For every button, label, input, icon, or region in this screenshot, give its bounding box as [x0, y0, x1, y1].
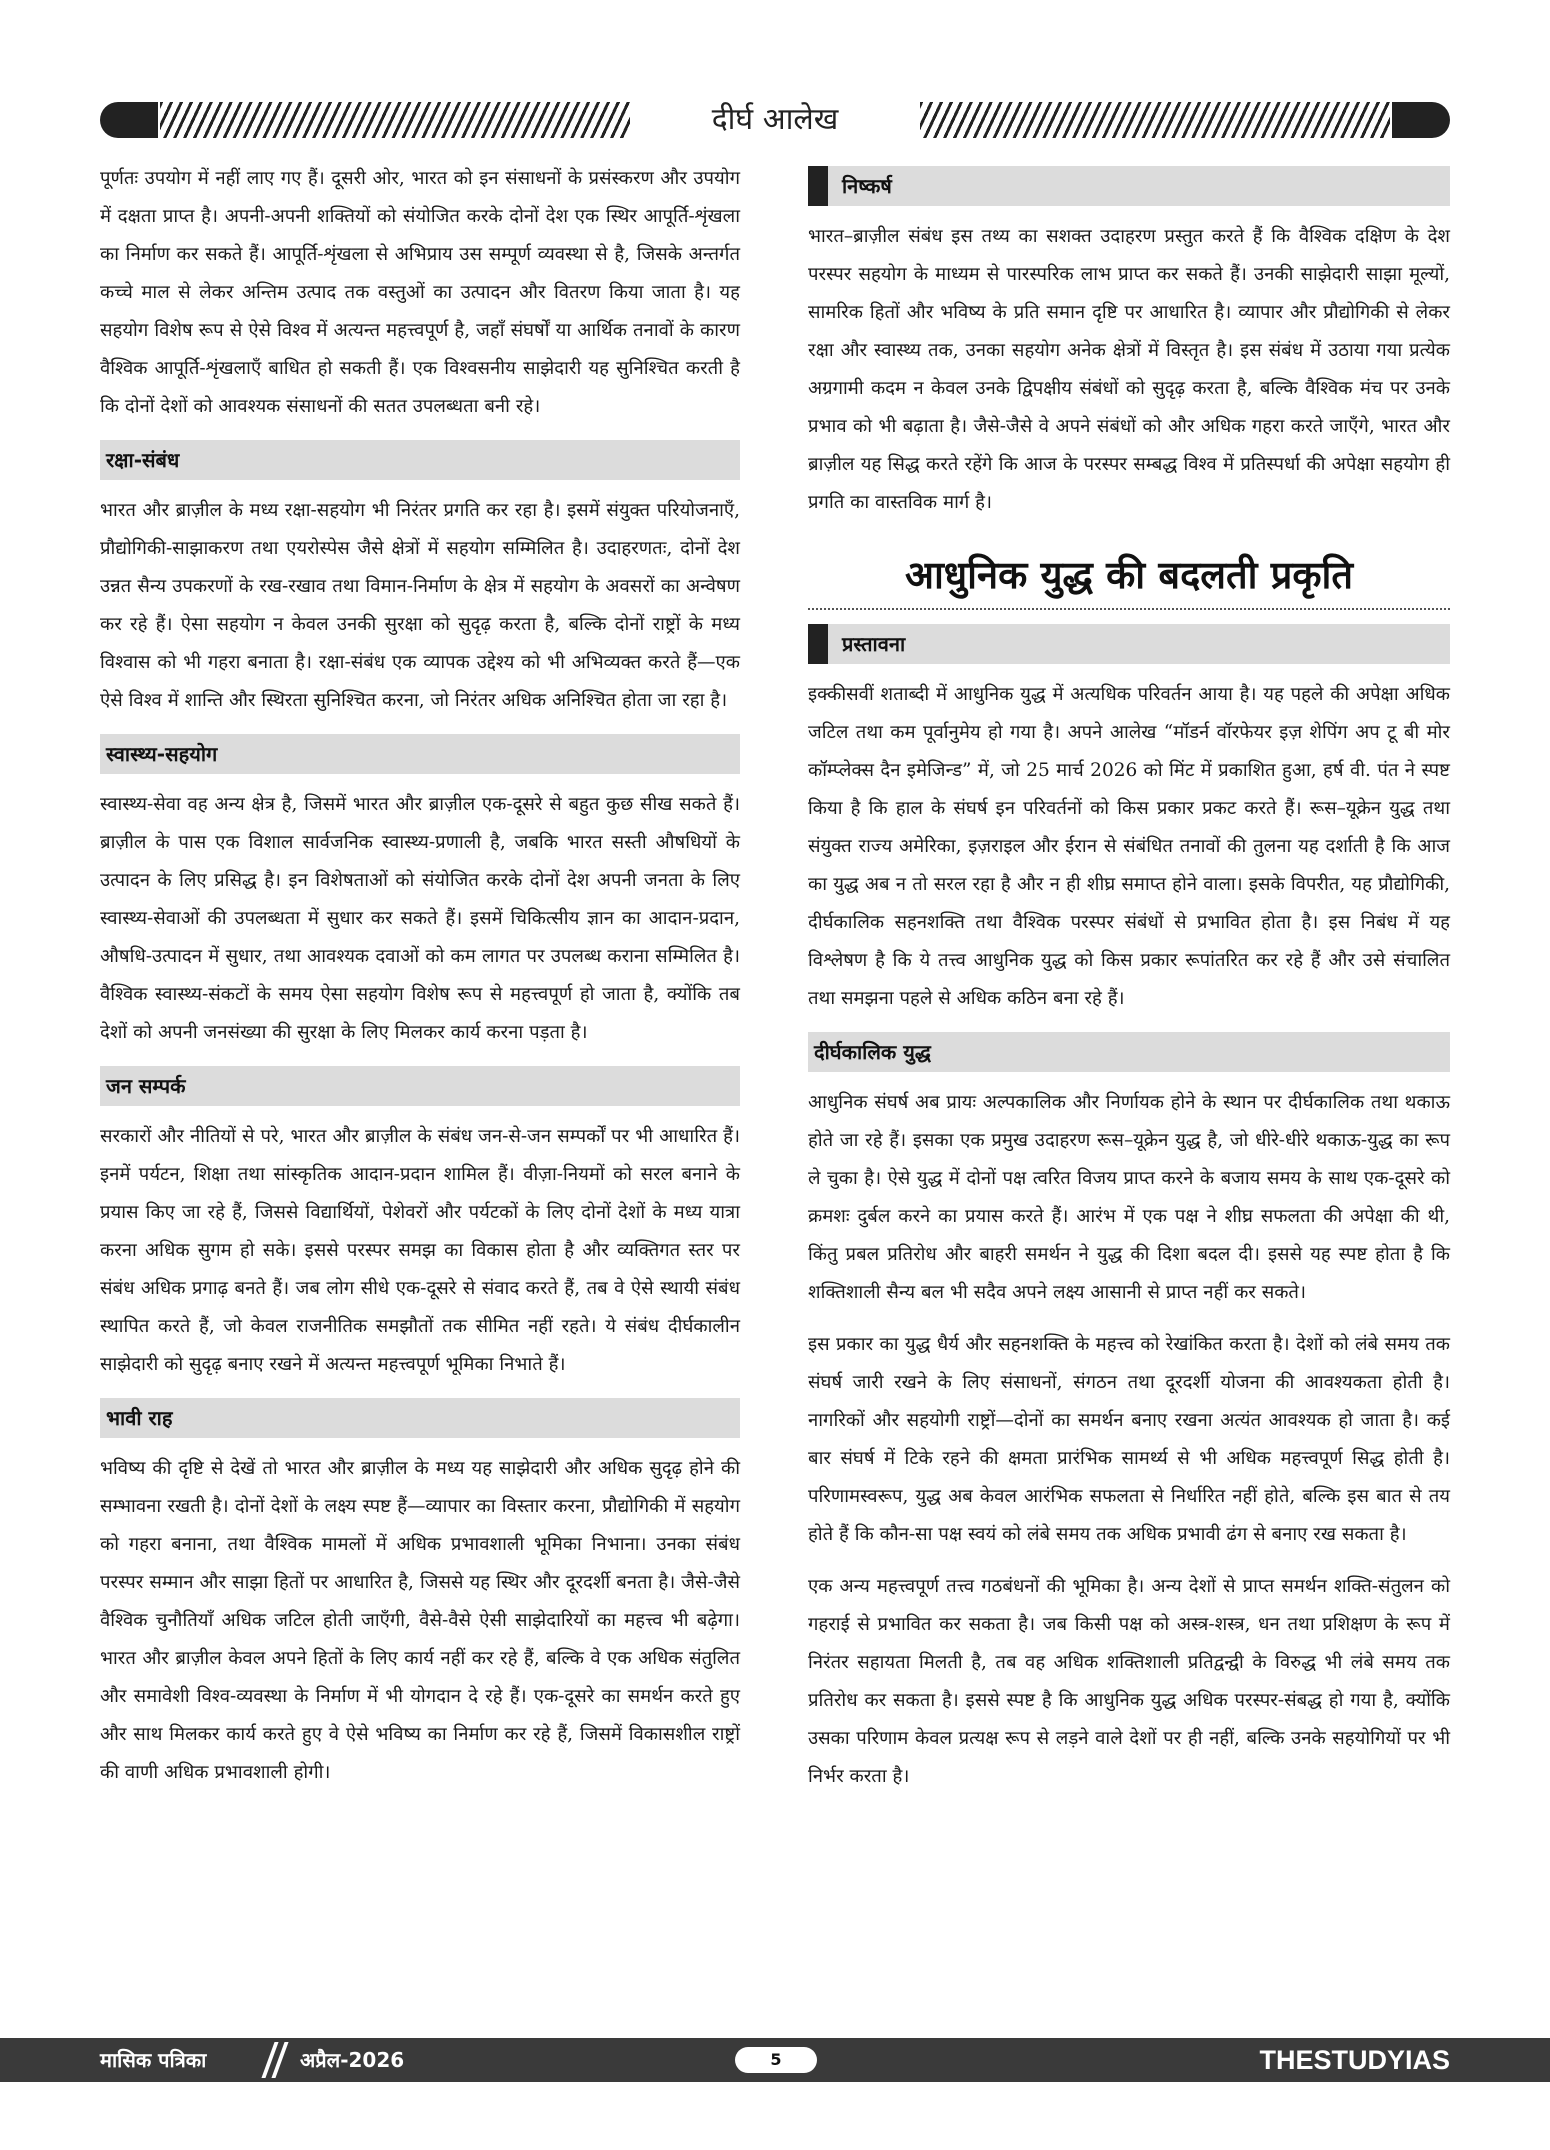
article-title: आधुनिक युद्ध की बदलती प्रकृति	[904, 553, 1354, 597]
header-left-cap	[100, 102, 158, 138]
right-column	[808, 160, 1450, 1810]
brand-logo: THESTUDYIAS	[1259, 2045, 1450, 2075]
intro-paragraph: पूर्णतः उपयोग में नहीं लाए गए हैं। दूसरी ओर, भारत को इन संसाधनों के प्रसंस्करण और उपयोग में दक्षता प्राप्त है। अपनी-अपनी शक्तियों को संयोजित करके दोनों देश एक स्थिर आपूर्ति-शृंखला का निर्माण कर सकते हैं। आपूर्ति-शृंखला से अभिप्राय उस सम्पूर्ण व्यवस्था से है, जिसके अन्तर्गत कच्चे माल से लेकर अन्तिम उत्पाद तक वस्तुओं का उत्पादन और वितरण किया जाता है। यह सहयोग विशेष रूप से ऐसे विश्व में अत्यन्त महत्त्वपूर्ण है, जहाँ संघर्षों या आर्थिक तनावों के कारण वैश्विक आपूर्ति-शृंखलाएँ बाधित हो सकती हैं। एक विश्वसनीय साझेदारी यह सुनिश्चित करती है कि दोनों देशों को आवश्यक संसाधनों की सतत उपलब्धता बनी रहे।	[100, 168, 740, 417]
long-war-paragraph-1: आधुनिक संघर्ष अब प्रायः अल्पकालिक और निर्णायक होने के स्थान पर दीर्घकालिक तथा थकाऊ होते जा रहे हैं। इसका एक प्रमुख उदाहरण रूस–यूक्रेन युद्ध है, जो धीरे-धीरे थकाऊ-युद्ध का रूप ले चुका है। ऐसे युद्ध में दोनों पक्ष त्वरित विजय प्राप्त करने के बजाय समय के साथ एक-दूसरे को क्रमशः दुर्बल करने का प्रयास करते हैं। आरंभ में एक पक्ष ने शीघ्र सफलता की अपेक्षा की थी, किंतु प्रबल प्रतिरोध और बाहरी समर्थन ने युद्ध की दिशा बदल दी। इससे यह स्पष्ट होता है कि शक्तिशाली सैन्य बल भी सदैव अपने लक्ष्य आसानी से प्राप्त नहीं कर सकते।	[808, 1092, 1450, 1303]
article-intro-paragraph: इक्कीसवीं शताब्दी में आधुनिक युद्ध में अत्यधिक परिवर्तन आया है। यह पहले की अपेक्षा अधिक जटिल तथा कम पूर्वानुमेय हो गया है। अपने आलेख “मॉडर्न वॉरफेयर इज़ शेपिंग अप टू बी मोर कॉम्प्लेक्स दैन इमेजिन्ड” में, जो 25 मार्च 2026 को मिंट में प्रकाशित हुआ, हर्ष वी. पंत ने स्पष्ट किया है कि हाल के संघर्ष इन परिवर्तनों को किस प्रकार प्रकट करते हैं। रूस–यूक्रेन युद्ध तथा संयुक्त राज्य अमेरिका, इज़राइल और ईरान से संबंधित तनावों की तुलना यह दर्शाती है कि आज का युद्ध अब न तो सरल रहा है और न ही शीघ्र समाप्त होने वाला। इसके विपरीत, यह प्रौद्योगिकी, दीर्घकालिक सहनशक्ति तथा वैश्विक परस्पर संबंधों से प्रभावित होता है। इस निबंध में यह विश्लेषण है कि ये तत्त्व आधुनिक युद्ध को किस प्रकार रूपांतरित कर रहे हैं और उसे संचालित तथा समझना पहले से अधिक कठिन बना रहे हैं।	[808, 684, 1450, 1009]
people-paragraph: सरकारों और नीतियों से परे, भारत और ब्राज़ील के संबंध जन-से-जन सम्पर्कों पर भी आधारित हैं। इनमें पर्यटन, शिक्षा तथा सांस्कृतिक आदान-प्रदान शामिल हैं। वीज़ा-नियमों को सरल बनाने के प्रयास किए जा रहे हैं, जिससे विद्यार्थियों, पेशेवरों और पर्यटकों के लिए दोनों देशों के मध्य यात्रा करना अधिक सुगम हो सके। इससे परस्पर समझ का विकास होता है और व्यक्तिगत स्तर पर संबंध अधिक प्रगाढ़ बनते हैं। जब लोग सीधे एक-दूसरे से संवाद करते हैं, तब वे ऐसे स्थायी संबंध स्थापित करते हैं, जो केवल राजनीतिक समझौतों तक सीमित नहीं रहते। ये संबंध दीर्घकालीन साझेदारी को सुदृढ़ बनाए रखने में अत्यन्त महत्त्वपूर्ण भूमिका निभाते हैं।	[100, 1126, 740, 1375]
left-column	[100, 160, 740, 1806]
header-left-hatch	[160, 102, 630, 138]
header-right-cap	[1392, 102, 1450, 138]
section-heading-future: भावी राह	[100, 1398, 740, 1438]
page-number: 5	[735, 2047, 817, 2073]
defence-paragraph: भारत और ब्राज़ील के मध्य रक्षा-सहयोग भी निरंतर प्रगति कर रहा है। इसमें संयुक्त परियोजनाएँ, प्रौद्योगिकी-साझाकरण तथा एयरोस्पेस जैसे क्षेत्रों में सहयोग सम्मिलित है। उदाहरणतः, दोनों देश उन्नत सैन्य उपकरणों के रख-रखाव तथा विमान-निर्माण के क्षेत्र में सहयोग के अवसरों का अन्वेषण कर रहे हैं। ऐसा सहयोग न केवल उनकी सुरक्षा को सुदृढ़ करता है, बल्कि दोनों राष्ट्रों के मध्य विश्वास को भी गहरा बनाता है। रक्षा-संबंध एक व्यापक उद्देश्य को भी अभिव्यक्त करते हैं—एक ऐसे विश्व में शान्ति और स्थिरता सुनिश्चित करना, जो निरंतर अधिक अनिश्चित होता जा रहा है।	[100, 500, 740, 711]
page-footer	[0, 2038, 1550, 2082]
section-heading-people: जन सम्पर्क	[100, 1066, 740, 1106]
section-heading-defence: रक्षा-संबंध	[100, 440, 740, 480]
future-paragraph: भविष्य की दृष्टि से देखें तो भारत और ब्राज़ील के मध्य यह साझेदारी और अधिक सुदृढ़ होने की सम्भावना रखती है। दोनों देशों के लक्ष्य स्पष्ट हैं—व्यापार का विस्तार करना, प्रौद्योगिकी में सहयोग को गहरा बनाना, तथा वैश्विक मामलों में अधिक प्रभावशाली भूमिका निभाना। उनका संबंध परस्पर सम्मान और साझा हितों पर आधारित है, जिससे यह स्थिर और दूरदर्शी बनता है। जैसे-जैसे वैश्विक चुनौतियाँ अधिक जटिल होती जाएँगी, वैसे-वैसे ऐसी साझेदारियों का महत्त्व भी बढ़ेगा। भारत और ब्राज़ील केवल अपने हितों के लिए कार्य नहीं कर रहे हैं, बल्कि वे एक अधिक संतुलित और समावेशी विश्व-व्यवस्था के निर्माण में भी योगदान दे रहे हैं। एक-दूसरे का समर्थन करते हुए और साथ मिलकर कार्य करते हुए वे ऐसे भविष्य का निर्माण कर रहे हैं, जिसमें विकासशील राष्ट्रों की वाणी अधिक प्रभावशाली होगी।	[100, 1458, 740, 1783]
heading-label: प्रस्तावना	[842, 632, 906, 656]
magazine-label: मासिक पत्रिका	[100, 2048, 207, 2072]
dotted-divider	[808, 608, 1450, 610]
page-header	[0, 98, 1550, 142]
section-heading-intro	[808, 624, 1450, 664]
section-title: दीर्घ आलेख	[711, 102, 839, 137]
section-heading-health: स्वास्थ्य-सहयोग	[100, 734, 740, 774]
conclusion-paragraph: भारत–ब्राज़ील संबंध इस तथ्य का सशक्त उदाहरण प्रस्तुत करते हैं कि वैश्विक दक्षिण के देश परस्पर सहयोग के माध्यम से पारस्परिक लाभ प्राप्त कर सकते हैं। उनकी साझेदारी साझा मूल्यों, सामरिक हितों और भविष्य के प्रति समान दृष्टि पर आधारित है। व्यापार और प्रौद्योगिकी से लेकर रक्षा और स्वास्थ्य तक, उनका सहयोग अनेक क्षेत्रों में विस्तृत है। इस संबंध में उठाया गया प्रत्येक अग्रगामी कदम न केवल उनके द्विपक्षीय संबंधों को सुदृढ़ करता है, बल्कि वैश्विक मंच पर उनके प्रभाव को भी बढ़ाता है। जैसे-जैसे वे अपने संबंधों को और अधिक गहरा करते जाएँगे, भारत और ब्राज़ील यह सिद्ध करते रहेंगे कि आज के परस्पर सम्बद्ध विश्व में प्रतिस्पर्धा की अपेक्षा सहयोग ही प्रगति का वास्तविक मार्ग है।	[808, 226, 1450, 513]
long-war-paragraph-3: एक अन्य महत्त्वपूर्ण तत्त्व गठबंधनों की भूमिका है। अन्य देशों से प्राप्त समर्थन शक्ति-संतुलन को गहराई से प्रभावित कर सकता है। जब किसी पक्ष को अस्त्र-शस्त्र, धन तथा प्रशिक्षण के रूप में निरंतर सहायता मिलती है, तब वह अधिक शक्तिशाली प्रतिद्वन्द्वी के विरुद्ध भी लंबे समय तक प्रतिरोध कर सकता है। इससे स्पष्ट है कि आधुनिक युद्ध अधिक परस्पर-संबद्ध हो गया है, क्योंकि उसका परिणाम केवल प्रत्यक्ष रूप से लड़ने वाले देशों पर ही नहीं, बल्कि उनके सहयोगियों पर भी निर्भर करता है।	[808, 1576, 1450, 1787]
heading-label: निष्कर्ष	[842, 174, 892, 198]
section-heading-conclusion	[808, 166, 1450, 206]
health-paragraph: स्वास्थ्य-सेवा वह अन्य क्षेत्र है, जिसमें भारत और ब्राज़ील एक-दूसरे से बहुत कुछ सीख सकते हैं। ब्राज़ील के पास एक विशाल सार्वजनिक स्वास्थ्य-प्रणाली है, जबकि भारत सस्ती औषधियों के उत्पादन के लिए प्रसिद्ध है। इन विशेषताओं को संयोजित करके दोनों देश अपनी जनता के लिए स्वास्थ्य-सेवाओं की उपलब्धता में सुधार कर सकते हैं। इसमें चिकित्सीय ज्ञान का आदान-प्रदान, औषधि-उत्पादन में सुधार, तथा आवश्यक दवाओं को कम लागत पर उपलब्ध कराना सम्मिलित है। वैश्विक स्वास्थ्य-संकटों के समय ऐसा सहयोग विशेष रूप से महत्त्वपूर्ण हो जाता है, क्योंकि तब देशों को अपनी जनसंख्या की सुरक्षा के लिए मिलकर कार्य करना पड़ता है।	[100, 794, 740, 1043]
header-right-hatch	[920, 102, 1390, 138]
heading-marker	[808, 624, 828, 664]
section-heading-long-war: दीर्घकालिक युद्ध	[808, 1032, 1450, 1072]
long-war-paragraph-2: इस प्रकार का युद्ध धैर्य और सहनशक्ति के महत्त्व को रेखांकित करता है। देशों को लंबे समय तक संघर्ष जारी रखने के लिए संसाधनों, संगठन तथा दूरदर्शी योजना की आवश्यकता होती है। नागरिकों और सहयोगी राष्ट्रों—दोनों का समर्थन बनाए रखना अत्यंत आवश्यक हो जाता है। कई बार संघर्ष में टिके रहने की क्षमता प्रारंभिक सामर्थ्य से भी अधिक महत्त्वपूर्ण सिद्ध होती है। परिणामस्वरूप, युद्ध अब केवल आरंभिक सफलता से निर्धारित नहीं होते, बल्कि इस बात से तय होते हैं कि कौन-सा पक्ष स्वयं को लंबे समय तक अधिक प्रभावी ढंग से बनाए रख सकता है।	[808, 1334, 1450, 1545]
issue-date: अप्रैल-2026	[300, 2048, 405, 2072]
heading-marker	[808, 166, 828, 206]
